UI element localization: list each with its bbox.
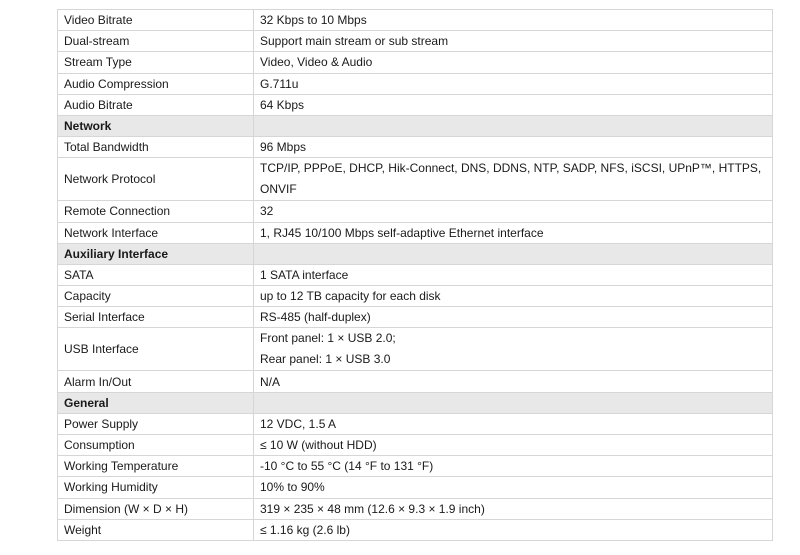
spec-table-body bbox=[58, 10, 773, 541]
spec-row bbox=[58, 264, 773, 285]
spec-value: 1, RJ45 10/100 Mbps self-adaptive Ethernet interface bbox=[254, 222, 773, 243]
section-header-row bbox=[58, 243, 773, 264]
spec-row bbox=[58, 158, 773, 201]
spec-value: RS-485 (half-duplex) bbox=[254, 307, 773, 328]
spec-label: Capacity bbox=[58, 286, 254, 307]
spec-row bbox=[58, 222, 773, 243]
spec-value: 64 Kbps bbox=[254, 94, 773, 115]
spec-value-line: Rear panel: 1 × USB 3.0 bbox=[260, 352, 391, 367]
spec-value: 96 Mbps bbox=[254, 137, 773, 158]
spec-value: G.711u bbox=[254, 73, 773, 94]
spec-label: Serial Interface bbox=[58, 307, 254, 328]
section-title: Auxiliary Interface bbox=[58, 243, 254, 264]
spec-label: Remote Connection bbox=[58, 201, 254, 222]
spec-row bbox=[58, 371, 773, 392]
spec-value: ≤ 10 W (without HDD) bbox=[254, 435, 773, 456]
section-spacer bbox=[254, 392, 773, 413]
spec-value-line: Front panel: 1 × USB 2.0; bbox=[260, 331, 396, 346]
spec-value-line: ONVIF bbox=[260, 182, 297, 197]
spec-row bbox=[58, 201, 773, 222]
spec-value: up to 12 TB capacity for each disk bbox=[254, 286, 773, 307]
spec-row bbox=[58, 498, 773, 519]
spec-value: N/A bbox=[254, 371, 773, 392]
spec-row bbox=[58, 456, 773, 477]
spec-table bbox=[57, 9, 773, 541]
spec-label: Consumption bbox=[58, 435, 254, 456]
spec-row bbox=[58, 286, 773, 307]
spec-row bbox=[58, 73, 773, 94]
spec-value bbox=[254, 328, 773, 371]
section-header-row bbox=[58, 392, 773, 413]
spec-label: Total Bandwidth bbox=[58, 137, 254, 158]
spec-label: Dimension (W × D × H) bbox=[58, 498, 254, 519]
spec-value: 10% to 90% bbox=[254, 477, 773, 498]
section-spacer bbox=[254, 115, 773, 136]
spec-row bbox=[58, 435, 773, 456]
spec-value: Video, Video & Audio bbox=[254, 52, 773, 73]
spec-label: Alarm In/Out bbox=[58, 371, 254, 392]
spec-label: Audio Compression bbox=[58, 73, 254, 94]
spec-label: Working Temperature bbox=[58, 456, 254, 477]
spec-value: -10 °C to 55 °C (14 °F to 131 °F) bbox=[254, 456, 773, 477]
spec-value: 1 SATA interface bbox=[254, 264, 773, 285]
section-header-row bbox=[58, 115, 773, 136]
spec-row bbox=[58, 307, 773, 328]
spec-label: Working Humidity bbox=[58, 477, 254, 498]
spec-value: ≤ 1.16 kg (2.6 lb) bbox=[254, 519, 773, 540]
spec-row bbox=[58, 31, 773, 52]
spec-row bbox=[58, 328, 773, 371]
spec-label: Video Bitrate bbox=[58, 10, 254, 31]
spec-label: Network Protocol bbox=[58, 158, 254, 201]
spec-row bbox=[58, 413, 773, 434]
spec-row bbox=[58, 519, 773, 540]
section-title: Network bbox=[58, 115, 254, 136]
spec-value-line: TCP/IP, PPPoE, DHCP, Hik-Connect, DNS, DDNS, NTP, SADP, NFS, iSCSI, UPnP™, HTTPS, bbox=[260, 161, 762, 176]
spec-value bbox=[254, 158, 773, 201]
spec-label: Weight bbox=[58, 519, 254, 540]
spec-value: 32 bbox=[254, 201, 773, 222]
spec-value: 12 VDC, 1.5 A bbox=[254, 413, 773, 434]
spec-label: Dual-stream bbox=[58, 31, 254, 52]
spec-row bbox=[58, 52, 773, 73]
spec-label: SATA bbox=[58, 264, 254, 285]
spec-value: 32 Kbps to 10 Mbps bbox=[254, 10, 773, 31]
section-spacer bbox=[254, 243, 773, 264]
spec-label: Stream Type bbox=[58, 52, 254, 73]
spec-value: Support main stream or sub stream bbox=[254, 31, 773, 52]
spec-row bbox=[58, 10, 773, 31]
spec-row bbox=[58, 94, 773, 115]
spec-row bbox=[58, 137, 773, 158]
section-title: General bbox=[58, 392, 254, 413]
spec-value: 319 × 235 × 48 mm (12.6 × 9.3 × 1.9 inch) bbox=[254, 498, 773, 519]
spec-row bbox=[58, 477, 773, 498]
spec-label: Network Interface bbox=[58, 222, 254, 243]
spec-label: Audio Bitrate bbox=[58, 94, 254, 115]
spec-label: Power Supply bbox=[58, 413, 254, 434]
spec-label: USB Interface bbox=[58, 328, 254, 371]
